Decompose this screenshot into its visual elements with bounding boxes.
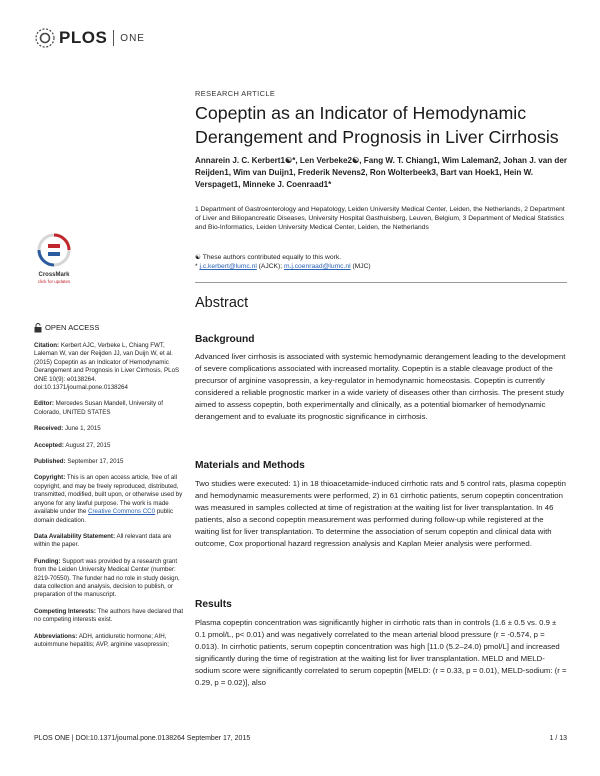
open-lock-icon [34, 323, 42, 333]
crossmark-sublabel: click for updates [37, 279, 71, 284]
background-heading: Background [195, 334, 255, 345]
accepted-date: August 27, 2015 [65, 441, 111, 449]
page-number: 1 / 13 [549, 735, 567, 742]
crossmark-icon [37, 233, 71, 267]
accepted-label: Accepted: [34, 441, 64, 449]
author-notes [195, 253, 567, 271]
background-paragraph: Advanced liver cirrhosis is associated with systemic hemodynamic derangement leading to the development of severe complications associated with increased mortality. Copeptin is a stable cleavage product of the precursor of arginine vasopressin, a key-regulator in hemodynamic homeostasis. Copeptin is currently considered a reliable prognostic marker in a wide variety of diseases other than cirrhosis. The present study aimed to assess copeptin, both experimentally and clinically, as a potential biomarker of hemodynamic derangement and to evaluate its prognostic significance in cirrhosis. [195, 352, 566, 422]
citation-label: Citation: [34, 342, 60, 349]
results-paragraph: Plasma copeptin concentration was significantly higher in cirrhotic rats than in controls (1.6 ± 0.5 vs. 0.9 ± 0.1 pmol/L, p< 0.01) and was negatively correlated to the mean arterial blood pressure (r = -0.574, p = 0.013). In cirrhotic patients, serum copeptin concentration was high [11.0 (5.2–24.0) pmol/L] and increased significantly during the time of registration at the waiting list for liver transplantation. MELD and MELD-sodium score were significantly correlated to serum copeptin [MELD: (r = 0.33, p = 0.01), MELD-sodium: (r = 0.29, p = 0.02)], also [195, 618, 567, 688]
published-block [34, 458, 184, 466]
funding-label: Funding: [34, 557, 61, 565]
footer-citation: PLOS ONE | DOI:10.1371/journal.pone.0138264 September 17, 2015 [34, 735, 251, 742]
email-link-coenraad[interactable]: m.j.coenraad@lumc.nl [283, 263, 351, 271]
plos-logo-icon [34, 27, 56, 49]
page-footer [34, 735, 567, 742]
open-access-label [34, 323, 184, 333]
affiliations: 1 Department of Gastroenterology and Hepatology, Leiden University Medical Center, Leiden, the Netherlands, 2 Department of Liver and Biliopancreatic Diseases, University Hospital Gasthuisberg, Leuven, Belgium, 3 Department of Medical Statistics and Bio-Informatics, Leiden University Medical Center, Leiden, the Netherlands [195, 206, 565, 232]
abstract-divider [195, 282, 567, 283]
plos-one-logo[interactable] [34, 26, 154, 50]
funding-text: Support was provided by a research grant from the Leiden University Medical Center (number: 8219-70550). The funder had no role in study design, data collection and analysis, decision to publish, or preparation of the manuscript. [34, 557, 180, 599]
data-availability-label: Data Availability Statement: [34, 532, 116, 540]
copyright-label: Copyright: [34, 474, 66, 482]
methods-heading: Materials and Methods [195, 460, 305, 471]
article-metadata-sidebar [34, 323, 184, 657]
crossmark-badge[interactable] [34, 233, 74, 285]
abstract-heading: Abstract [195, 295, 249, 311]
crossmark-label: CrossMark [38, 272, 70, 278]
email-owner-coenraad: (MJC) [352, 263, 371, 271]
logo-journal: ONE [120, 32, 145, 44]
logo-text: PLOS [59, 28, 108, 47]
abbreviations-label: Abbreviations: [34, 632, 78, 640]
corresponding-marker: * [195, 263, 200, 271]
editor-text: Mercedes Susan Mandell, University of Colorado, UNITED STATES [34, 400, 163, 416]
article-type: RESEARCH ARTICLE [195, 89, 276, 98]
equal-contribution-note: ☯ These authors contributed equally to this work. [195, 254, 342, 261]
funding-block [34, 558, 184, 600]
competing-interests-block [34, 608, 184, 625]
received-date: June 1, 2015 [64, 425, 101, 433]
editor-label: Editor: [34, 400, 54, 408]
editor-block [34, 400, 184, 417]
methods-paragraph: Two studies were executed: 1) in 18 thioacetamide-induced cirrhotic rats and 5 control rats, plasma copeptin and hemodynamic measurements were performed, 2) in 61 cirrhotic patients, serum copeptin concentration was measured in samples collected at time of registration at the waiting list for liver transplantation. In 46 patients, also a second copeptin measurement was performed during follow-up while registered at the waiting list for liver transplantation. To determine the association of serum copeptin and clinical data with outcome, Cox proportional hazard regression analysis and Kaplan Meier analysis were performed. [195, 479, 566, 549]
received-label: Received: [34, 425, 64, 433]
results-heading: Results [195, 599, 232, 610]
logo-divider [113, 30, 114, 46]
received-block [34, 425, 184, 433]
open-access-text: OPEN ACCESS [45, 322, 100, 332]
abbreviations-text: ADH, antidiuretic hormone; AIH, autoimmune hepatitis; AVP, arginine vasopressin; [34, 632, 169, 648]
published-label: Published: [34, 458, 66, 466]
abbreviations-block [34, 633, 184, 650]
email-owner-kerbert: (AJCK); [258, 263, 283, 271]
published-date: September 17, 2015 [67, 458, 124, 466]
email-link-kerbert[interactable]: j.c.kerbert@lumc.nl [199, 263, 257, 271]
data-availability-text: All relevant data are within the paper. [34, 532, 172, 549]
article-title: Copeptin as an Indicator of Hemodynamic Derangement and Prognosis in Liver Cirrhosis [195, 103, 559, 147]
accepted-block [34, 442, 184, 450]
copyright-block [34, 474, 184, 524]
competing-interests-text: The authors have declared that no competing interests exist. [34, 607, 184, 624]
creative-commons-link[interactable]: Creative Commons CC0 [88, 508, 156, 516]
copyright-tail: public domain dedication. [34, 508, 173, 524]
competing-interests-label: Competing Interests: [34, 607, 96, 615]
citation-block [34, 342, 184, 392]
data-availability-block [34, 533, 184, 550]
author-list: Annarein J. C. Kerbert1☯*, Len Verbeke2☯, Fang W. T. Chiang1, Wim Laleman2, Johan J. van der Reijden1, Wim van Duijn1, Frederik Nevens2, Ron Wolterbeek3, Bart van Hoek1, Hein W. Verspaget1, Minneke J. Coenraad1* [195, 156, 568, 190]
copyright-text: This is an open access article, free of all copyright, and may be freely reproduced, distributed, transmitted, modified, built upon, or otherwise used by anyone for any lawful purpose. The work is made available under the [34, 474, 183, 516]
citation-text: Kerbert AJC, Verbeke L, Chiang FWT, Laleman W, van der Reijden JJ, van Duijn W, et al. (2015) Copeptin as an Indicator of Hemodynamic Derangement and Prognosis in Liver Cirrhosis. PLoS ONE 10(9): e0138264. doi:10.1371/journal.pone.0138264 [34, 342, 180, 392]
corresponding-emails [195, 262, 567, 271]
